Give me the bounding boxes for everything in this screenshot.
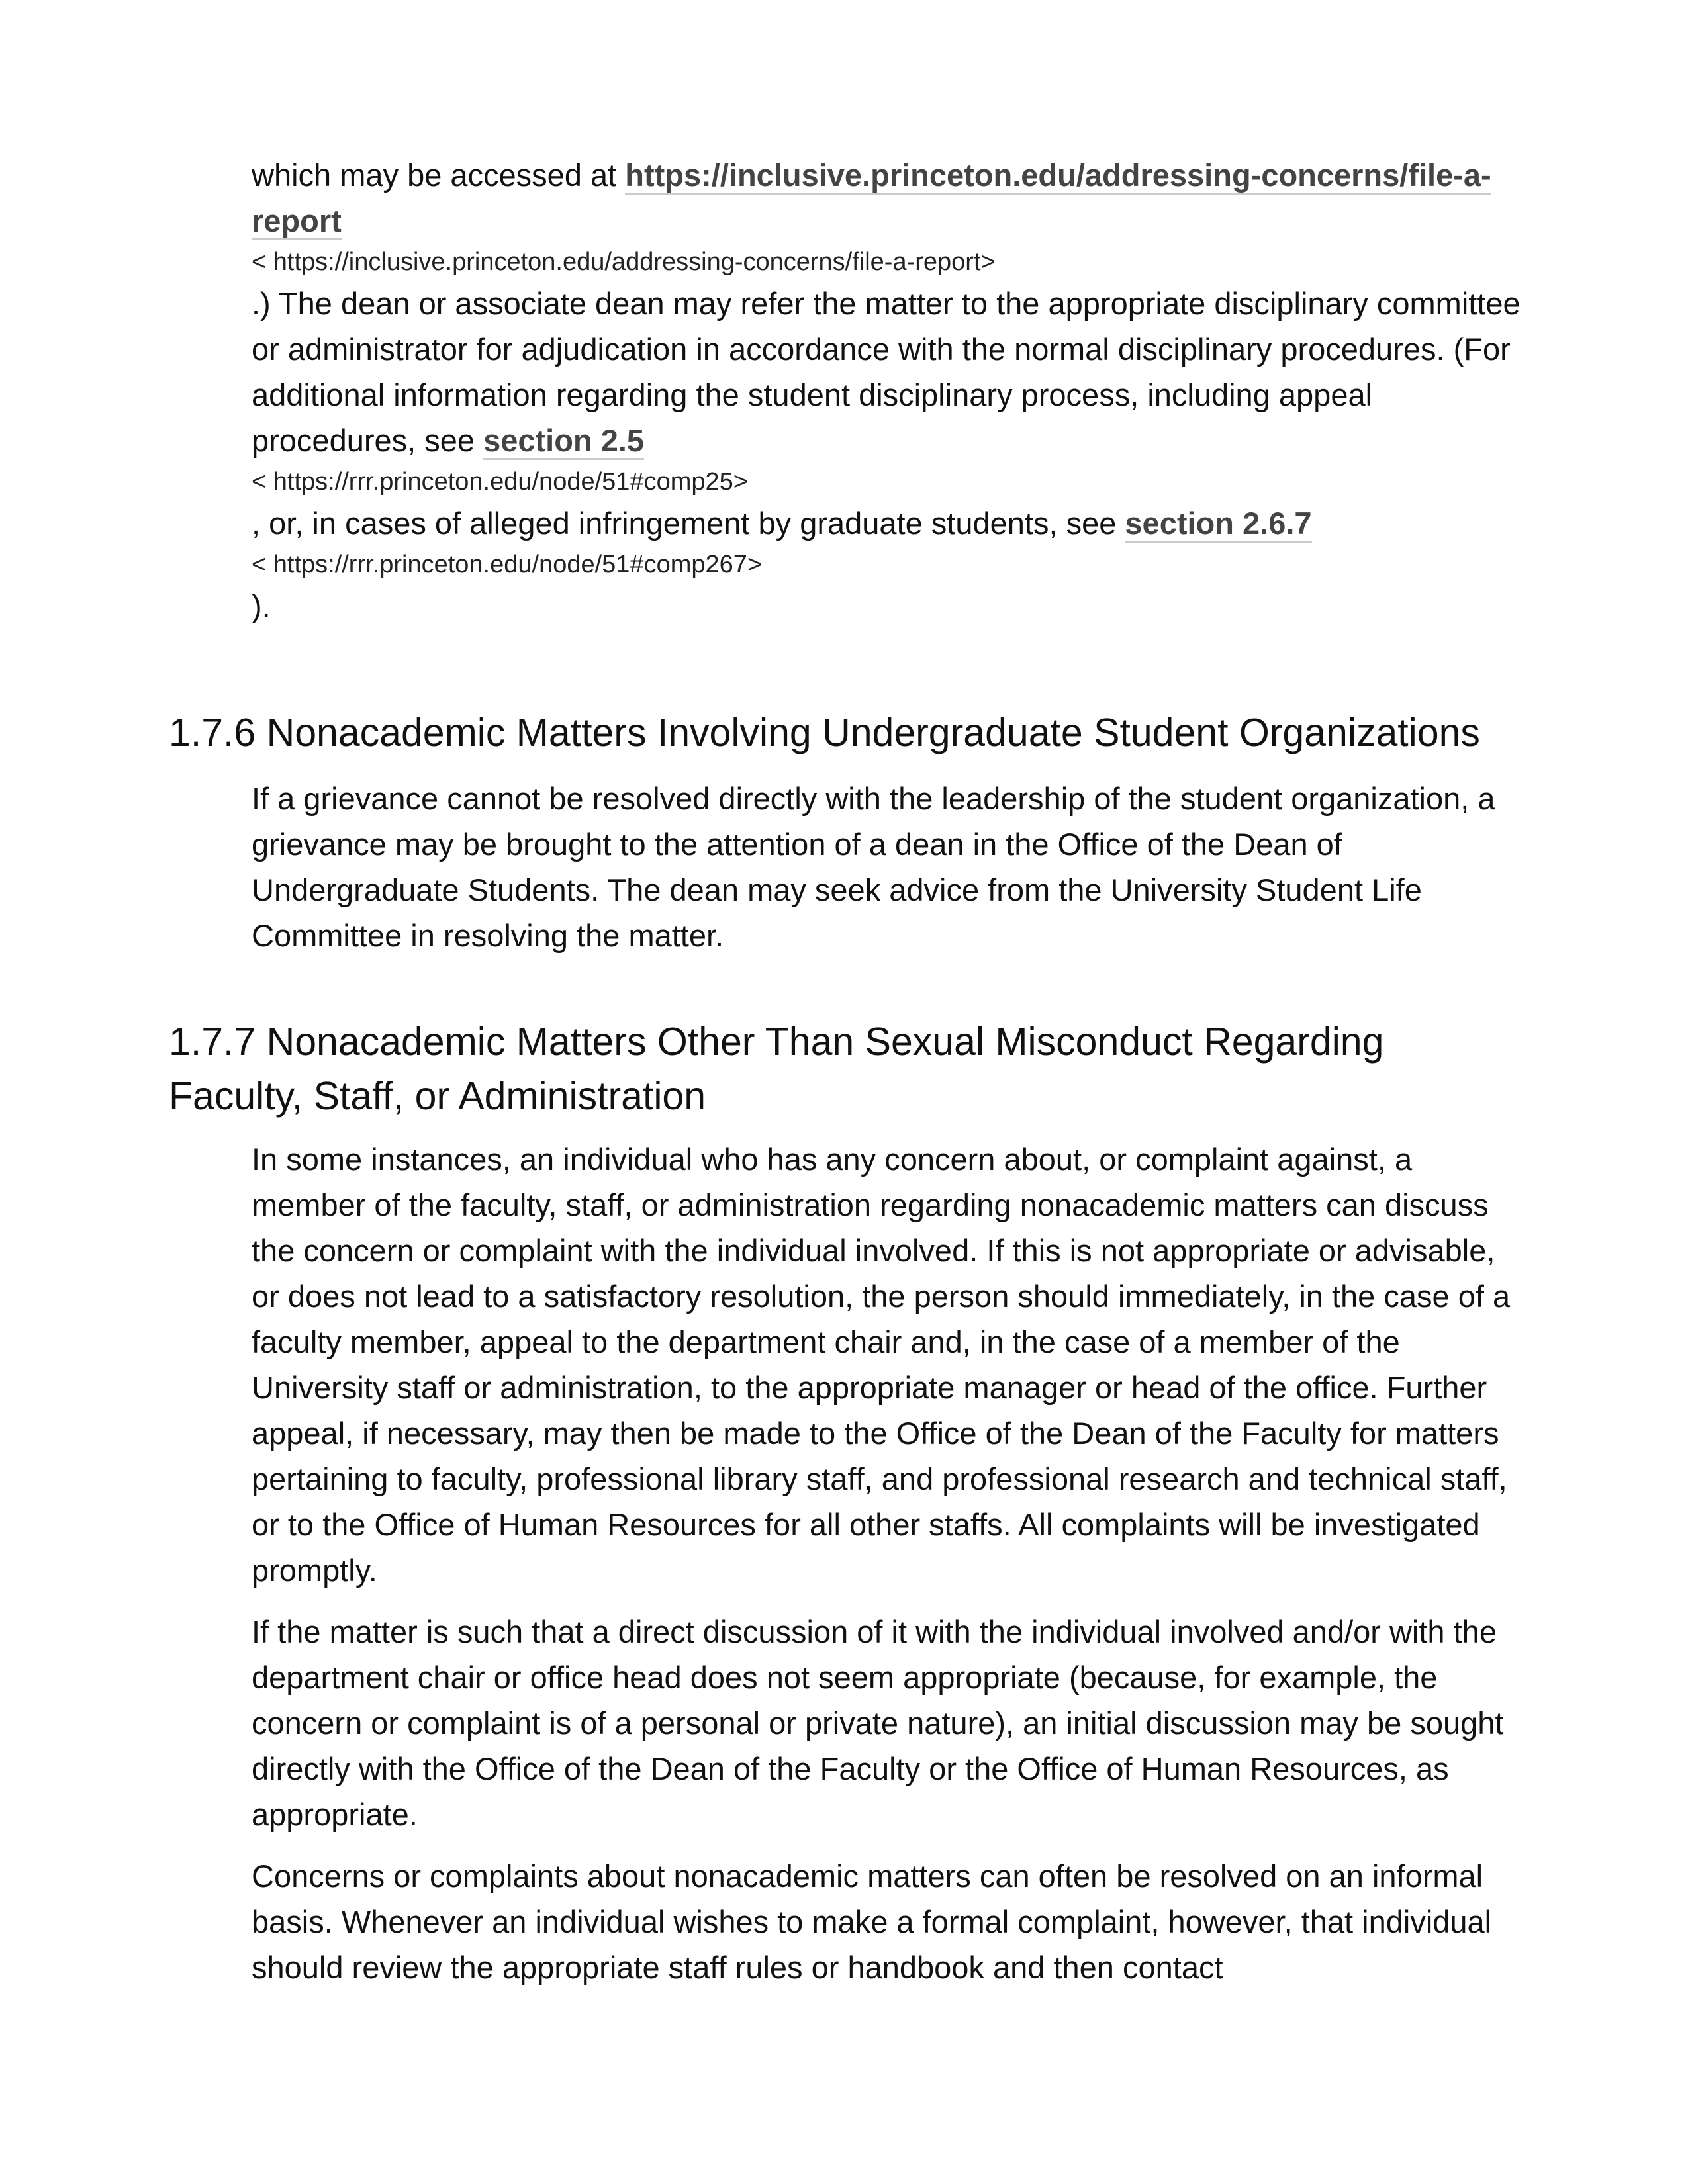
section-1-7-7-paragraph-1: In some instances, an individual who has any concern about, or complaint against, a member of the faculty, staff, or administration regarding nonacademic matters can discuss the concern or complaint with the individual involved. If this is not appropriate or advisable, or does not lead to a satisfactory resolution, the person should immediately, in the case of a faculty member, appeal to the department chair and, in the case of a member of the University staff or administration, to the appropriate manager or head of the office. Further appeal, if necessary, may then be made to the Office of the Dean of the Faculty for matters pertaining to faculty, professional library staff, and professional research and technical staff, or to the Office of Human Resources for all other staffs. All complaints will be investigated promptly. — [252, 1142, 1511, 1588]
file-a-report-url-note: < https://inclusive.princeton.edu/addressing-concerns/file-a-report> — [252, 248, 996, 276]
file-a-report-link[interactable]: https://inclusive.princeton.edu/addressing-concerns/file-a-report — [252, 158, 1491, 240]
section-1-7-7-paragraph-2: If the matter is such that a direct discussion of it with the individual involved and/or with the department chair or office head does not seem appropriate (because, for example, the concern or complaint is of a personal or private nature), an initial discussion may be sought directly with the Office of the Dean of the Faculty or the Office of Human Resources, as appropriate. — [252, 1614, 1504, 1832]
top-block — [252, 152, 1523, 629]
section-2-5-link[interactable]: section 2.5 — [483, 423, 644, 460]
section-2-6-7-url-note: < https://rrr.princeton.edu/node/51#comp267> — [252, 551, 763, 578]
section-1-7-7-paragraph-3: Concerns or complaints about nonacademic matters can often be resolved on an informal basis. Whenever an individual wishes to make a formal complaint, however, that individual should review the appropriate staff rules or handbook and then contact — [252, 1858, 1492, 1985]
closing-paren: ). — [252, 588, 271, 623]
graduate-line-prefix: , or, in cases of alleged infringement by graduate students, see — [252, 506, 1125, 541]
section-1-7-6-heading: 1.7.6 Nonacademic Matters Involving Undergraduate Student Organizations — [169, 711, 1480, 754]
section-2-5-url-note: < https://rrr.princeton.edu/node/51#comp25> — [252, 468, 748, 496]
top-line-1-prefix: which may be accessed at — [252, 158, 626, 193]
top-line-1 — [252, 152, 1523, 244]
section-1-7-7-body — [252, 1136, 1523, 1990]
section-2-6-7-link[interactable]: section 2.6.7 — [1125, 506, 1311, 543]
top-paragraph-text: .) The dean or associate dean may refer the matter to the appropriate disciplinary committee or administrator for adjudication in accordance with the normal disciplinary procedures. (For additional information regarding the student disciplinary process, including appeal procedures, see — [252, 286, 1521, 458]
graduate-line — [252, 500, 1523, 546]
section-1-7-7-heading: 1.7.7 Nonacademic Matters Other Than Sexual Misconduct Regarding Faculty, Staff, or Administration — [169, 1020, 1384, 1118]
section-1-7-6-paragraph: If a grievance cannot be resolved directly with the leadership of the student organization, a grievance may be brought to the attention of a dean in the Office of the Dean of Undergraduate Students. The dean may seek advice from the University Student Life Committee in resolving the matter. — [252, 781, 1495, 953]
top-paragraph — [252, 281, 1523, 463]
section-1-7-6-body — [252, 776, 1523, 958]
